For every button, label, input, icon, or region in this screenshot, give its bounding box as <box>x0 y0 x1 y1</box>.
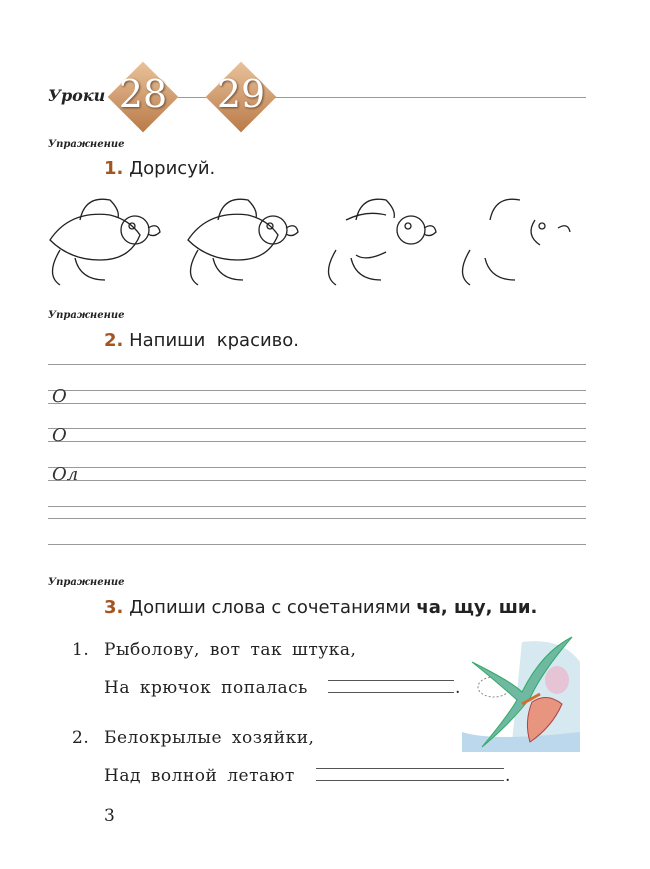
exercise-label: Упражнение <box>48 310 125 321</box>
poem-period: . <box>455 678 461 698</box>
cursive-sample: Ол <box>52 464 79 485</box>
answer-blank[interactable] <box>328 692 454 693</box>
poem-line: Белокрылые хозяйки, <box>104 728 315 748</box>
fish-outline <box>463 199 571 285</box>
writing-line <box>48 403 586 404</box>
page-number: 3 <box>104 806 115 826</box>
poem-item-number: 1. <box>72 640 90 660</box>
writing-line <box>48 364 586 365</box>
answer-blank[interactable] <box>316 780 504 781</box>
exercise-3-title <box>104 597 537 618</box>
cursive-sample: О <box>52 425 67 446</box>
cursive-sample: О <box>52 386 67 407</box>
writing-line <box>48 428 586 429</box>
exercise-text: Допиши слова с сочетаниями <box>129 597 417 618</box>
fish-outline <box>50 199 160 285</box>
writing-line <box>48 480 586 481</box>
poem-line: На крючок попалась <box>104 678 308 698</box>
exercise-label: Упражнение <box>48 577 125 588</box>
exercise-2-title <box>104 330 299 351</box>
poem-item-number: 2. <box>72 728 90 748</box>
writing-line <box>48 544 586 545</box>
exercise-number: 2. <box>104 330 124 351</box>
answer-blank[interactable] <box>328 680 454 681</box>
answer-blank[interactable] <box>316 768 504 769</box>
writing-line <box>48 390 586 391</box>
exercise-number: 1. <box>104 158 124 179</box>
fish-outline <box>188 199 298 285</box>
exercise-1-title <box>104 158 215 179</box>
header-rule <box>274 97 586 98</box>
writing-line <box>48 506 586 507</box>
lesson-to: 29 <box>216 72 266 116</box>
poem-period: . <box>505 766 511 786</box>
lessons-label: Уроки <box>48 86 106 105</box>
writing-line <box>48 467 586 468</box>
writing-line <box>48 441 586 442</box>
exercise-text: Напиши красиво. <box>129 330 300 351</box>
fish-drawings <box>40 190 580 290</box>
lesson-from: 28 <box>118 72 168 116</box>
fish-outline <box>329 199 437 285</box>
writing-line <box>48 518 586 519</box>
exercise-text: Дорисуй. <box>129 158 216 179</box>
exercise-label: Упражнение <box>48 139 125 150</box>
exercise-number: 3. <box>104 597 124 618</box>
seagull-fish-letter-illustration <box>462 632 580 752</box>
poem-line: Над волной летают <box>104 766 295 786</box>
letter-combinations: ча, щу, ши. <box>416 597 538 618</box>
poem-line: Рыболову, вот так штука, <box>104 640 357 660</box>
